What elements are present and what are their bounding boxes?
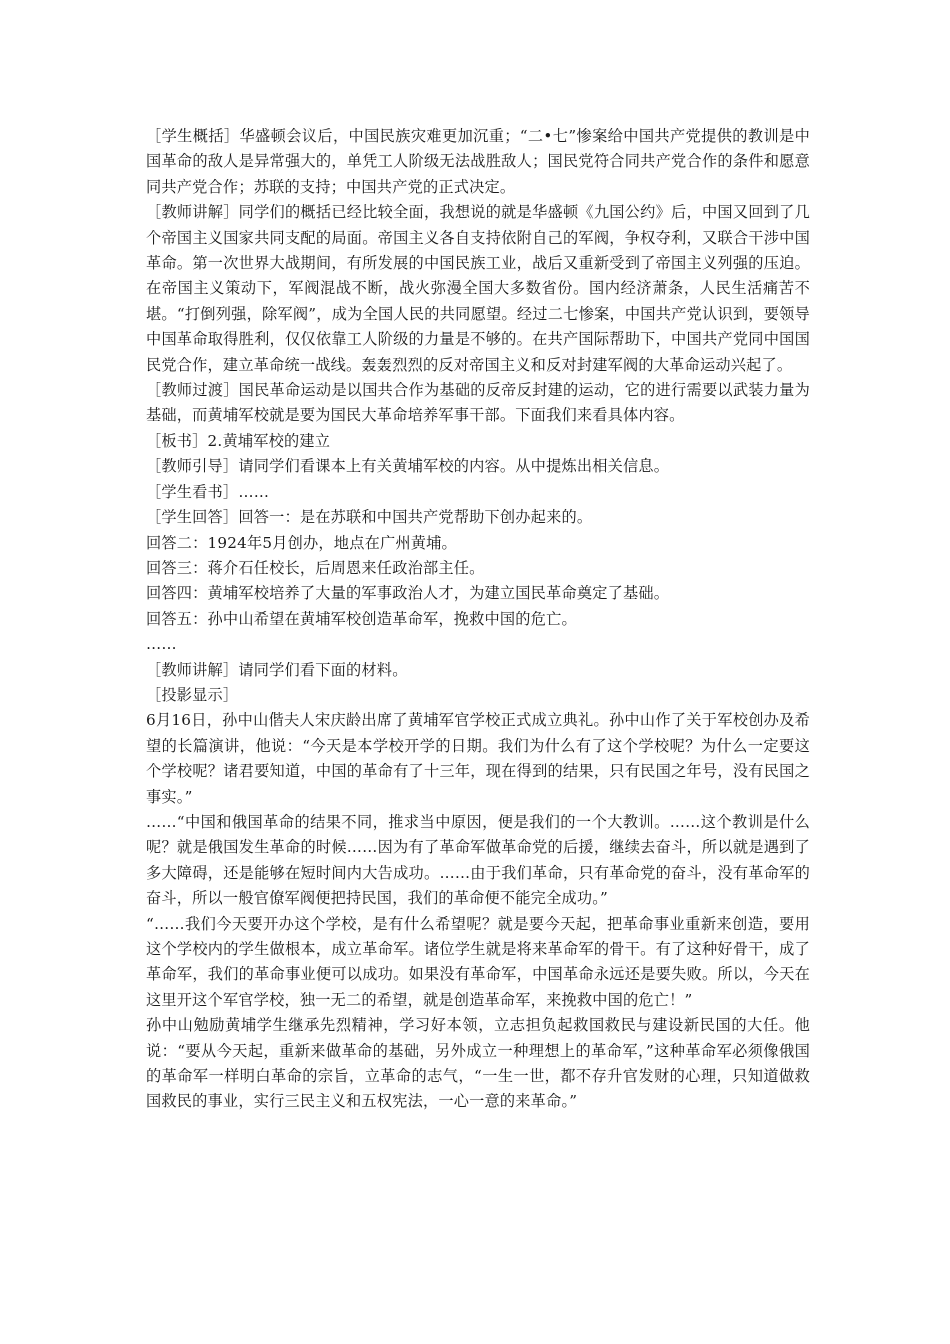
para-answer-3: 回答三：蒋介石任校长，后周恩来任政治部主任。	[146, 558, 485, 577]
para-answer-1: ［学生回答］回答一：是在苏联和中国共产党帮助下创办起来的。	[146, 508, 593, 527]
document-body	[146, 124, 810, 1115]
para-teacher-guide: ［教师引导］请同学们看课本上有关黄埔军校的内容。从中提炼出相关信息。	[146, 457, 670, 476]
para-teacher-explanation: ［教师讲解］同学们的概括已经比较全面，我想说的就是华盛顿《九国公约》后，中国又回到了几个帝国主义国家共同支配的局面。帝国主义各自支持依附自己的军阀，争权夺利，又联合干涉中国革命。第一次世界大战期间，有所发展的中国民族工业，战后又重新受到了帝国主义列强的压迫。在帝国主义策动下，军阀混战不断，战火弥漫全国大多数省份。国内经济萧条，人民生活痛苦不堪。“打倒列强，除军阀”，成为全国人民的共同愿望。经过二七惨案，中国共产党认识到，要领导中国革命取得胜利，仅仅依靠工人阶级的力量是不够的。在共产国际帮助下，中国共产党同中国国民党合作，建立革命统一战线。轰轰烈烈的反对帝国主义和反对封建军阀的大革命运动兴起了。	[146, 203, 810, 374]
para-lesson-quote: ……“中国和俄国革命的结果不同，推求当中原因，便是我们的一个大教训。……这个教训是什么呢？就是俄国发生革命的时候……因为有了革命军做革命党的后援，继续去奋斗，所以就是遇到了多大障碍，还是能够在短时间内大告成功。……由于我们革命，只有革命党的奋斗，没有革命军的奋斗，所以一般官僚军阀便把持民国，我们的革命便不能完全成功。”	[146, 812, 810, 908]
para-answer-5: 回答五：孙中山希望在黄埔军校创造革命军，挽救中国的危亡。	[146, 609, 577, 628]
para-encouragement: 孙中山勉励黄埔学生继承先烈精神，学习好本领，立志担负起救国救民与建设新民国的大任。他说：“要从今天起，重新来做革命的基础，另外成立一种理想上的革命军，”这种革命军必须像俄国的革命军一样明白革命的宗旨，立革命的志气，“一生一世，都不存升官发财的心理，只知道做救国救民的事业，实行三民主义和五权宪法，一心一意的来革命。”	[146, 1016, 810, 1111]
para-ellipsis: ……	[146, 635, 177, 654]
para-student-summary: ［学生概括］华盛顿会议后，中国民族灾难更加沉重；“二•七”惨案给中国共产党提供的教训是中国革命的敌人是异常强大的，单凭工人阶级无法战胜敌人；国民党符合同共产党合作的条件和愿意同共产党合作；苏联的支持；中国共产党的正式决定。	[146, 127, 810, 196]
para-hope-quote: “……我们今天要开办这个学校，是有什么希望呢？就是要今天起，把革命事业重新来创造，要用这个学校内的学生做根本，成立革命军。诸位学生就是将来革命军的骨干。有了这种好骨干，成了革命军，我们的革命事业便可以成功。如果没有革命军，中国革命永远还是要失败。所以，今天在这里开这个军官学校，独一无二的希望，就是创造革命军，来挽救中国的危亡！”	[146, 914, 810, 1009]
para-student-reading: ［学生看书］……	[146, 482, 270, 501]
para-answer-4: 回答四：黄埔军校培养了大量的军事政治人才，为建立国民革命奠定了基础。	[146, 584, 670, 603]
para-teacher-transition: ［教师过渡］国民革命运动是以国共合作为基础的反帝反封建的运动，它的进行需要以武装力量为基础，而黄埔军校就是要为国民大革命培养军事干部。下面我们来看具体内容。	[146, 381, 810, 425]
para-board-heading: ［板书］2.黄埔军校的建立	[146, 431, 331, 450]
para-ceremony: 6月16日，孙中山偕夫人宋庆龄出席了黄埔军官学校正式成立典礼。孙中山作了关于军校创办及希望的长篇演讲，他说：“今天是本学校开学的日期。我们为什么有了这个学校呢？为什么一定要这个学校呢？诸君要知道，中国的革命有了十三年，现在得到的结果，只有民国之年号，没有民国之事实。”	[146, 711, 810, 806]
para-projection: ［投影显示］	[146, 685, 239, 704]
para-answer-2: 回答二：1924年5月创办，地点在广州黄埔。	[146, 533, 457, 552]
para-teacher-material: ［教师讲解］请同学们看下面的材料。	[146, 660, 408, 679]
